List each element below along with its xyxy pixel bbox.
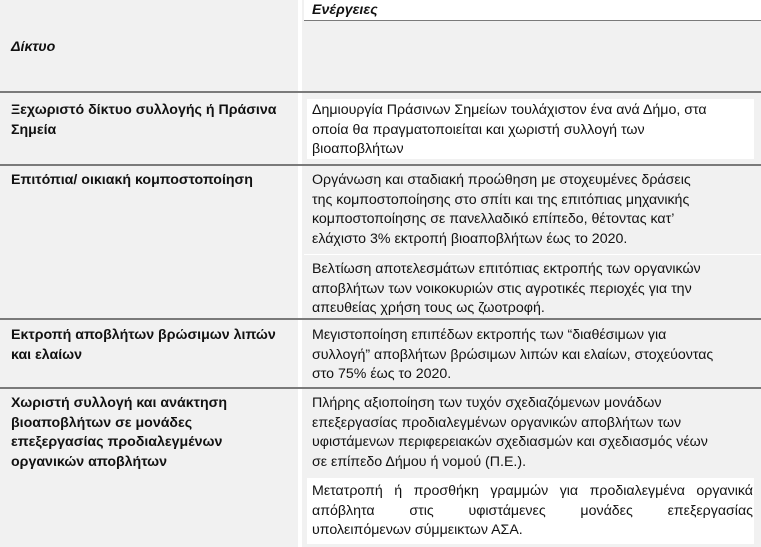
row-2-action-1: Οργάνωση και σταδιακή προώθηση με στοχευμένες δράσεις της κομποστοποίησης στο σπίτι και της επιτόπιας μηχανικής κομποστοποίησης σε πανελλαδικό επίπεδο, θέτοντας κατ’ ελάχιστο 3% εκτροπή βιοαποβλήτων έως το 2020.: [312, 172, 691, 247]
row-4-action-2: Μετατροπή ή προσθήκη γραμμών για προδιαλεγμένα οργανικά απόβλητα στις υφιστάμενες μονάδες επεξεργασίας υπολειπόμενων σύμμεικτων ΑΣΑ.: [312, 483, 753, 539]
row-4-action-1: Πλήρης αξιοποίηση των τυχόν σχεδιαζόμενων μονάδων επεξεργασίας προδιαλεγμένων οργανικών αποβλήτων των υφιστάμενων περιφερειακών σχεδιασμών και σχεδιασμός νέων σε επίπεδο Δήμου ή νομού (Π.Ε.).: [312, 395, 708, 470]
row-3-action-1: Μεγιστοποίηση επιπέδων εκτροπής των “διαθέσιμων για συλλογή” αποβλήτων βρώσιμων λιπών και ελαίων, στοχεύοντας στο 75% έως το 2020.: [312, 327, 714, 383]
row-2-action-2: Βελτίωση αποτελεσμάτων επιτόπιας εκτροπής των οργανικών αποβλήτων των νοικοκυριών στις αγροτικές περιοχές για την απευθείας χρήση τους ως ζωοτροφή.: [312, 261, 701, 317]
header-actions-label: Ενέργειες: [312, 2, 378, 18]
row-1-network: Ξεχωριστό δίκτυο συλλογής ή Πράσινα Σημεία: [11, 102, 277, 138]
paragraph-separator: [304, 254, 761, 255]
row-4-network: Χωριστή συλλογή και ανάκτηση βιοαποβλήτων σε μονάδες επεξεργασίας προδιαλεγμένων οργανικών αποβλήτων: [11, 395, 228, 470]
row-3-network: Εκτροπή αποβλήτων βρώσιμων λιπών και ελαίων: [11, 327, 276, 363]
header-network-label: Δίκτυο: [11, 39, 56, 55]
row-1-action-1: Δημιουργία Πράσινων Σημείων τουλάχιστον ένα ανά Δήμο, στα οποία θα πραγματοποιείται και χωριστή συλλογή των βιοαποβλήτων: [312, 102, 707, 158]
row-2-network: Επιτόπια/ οικιακή κομποστοποίηση: [11, 172, 253, 188]
